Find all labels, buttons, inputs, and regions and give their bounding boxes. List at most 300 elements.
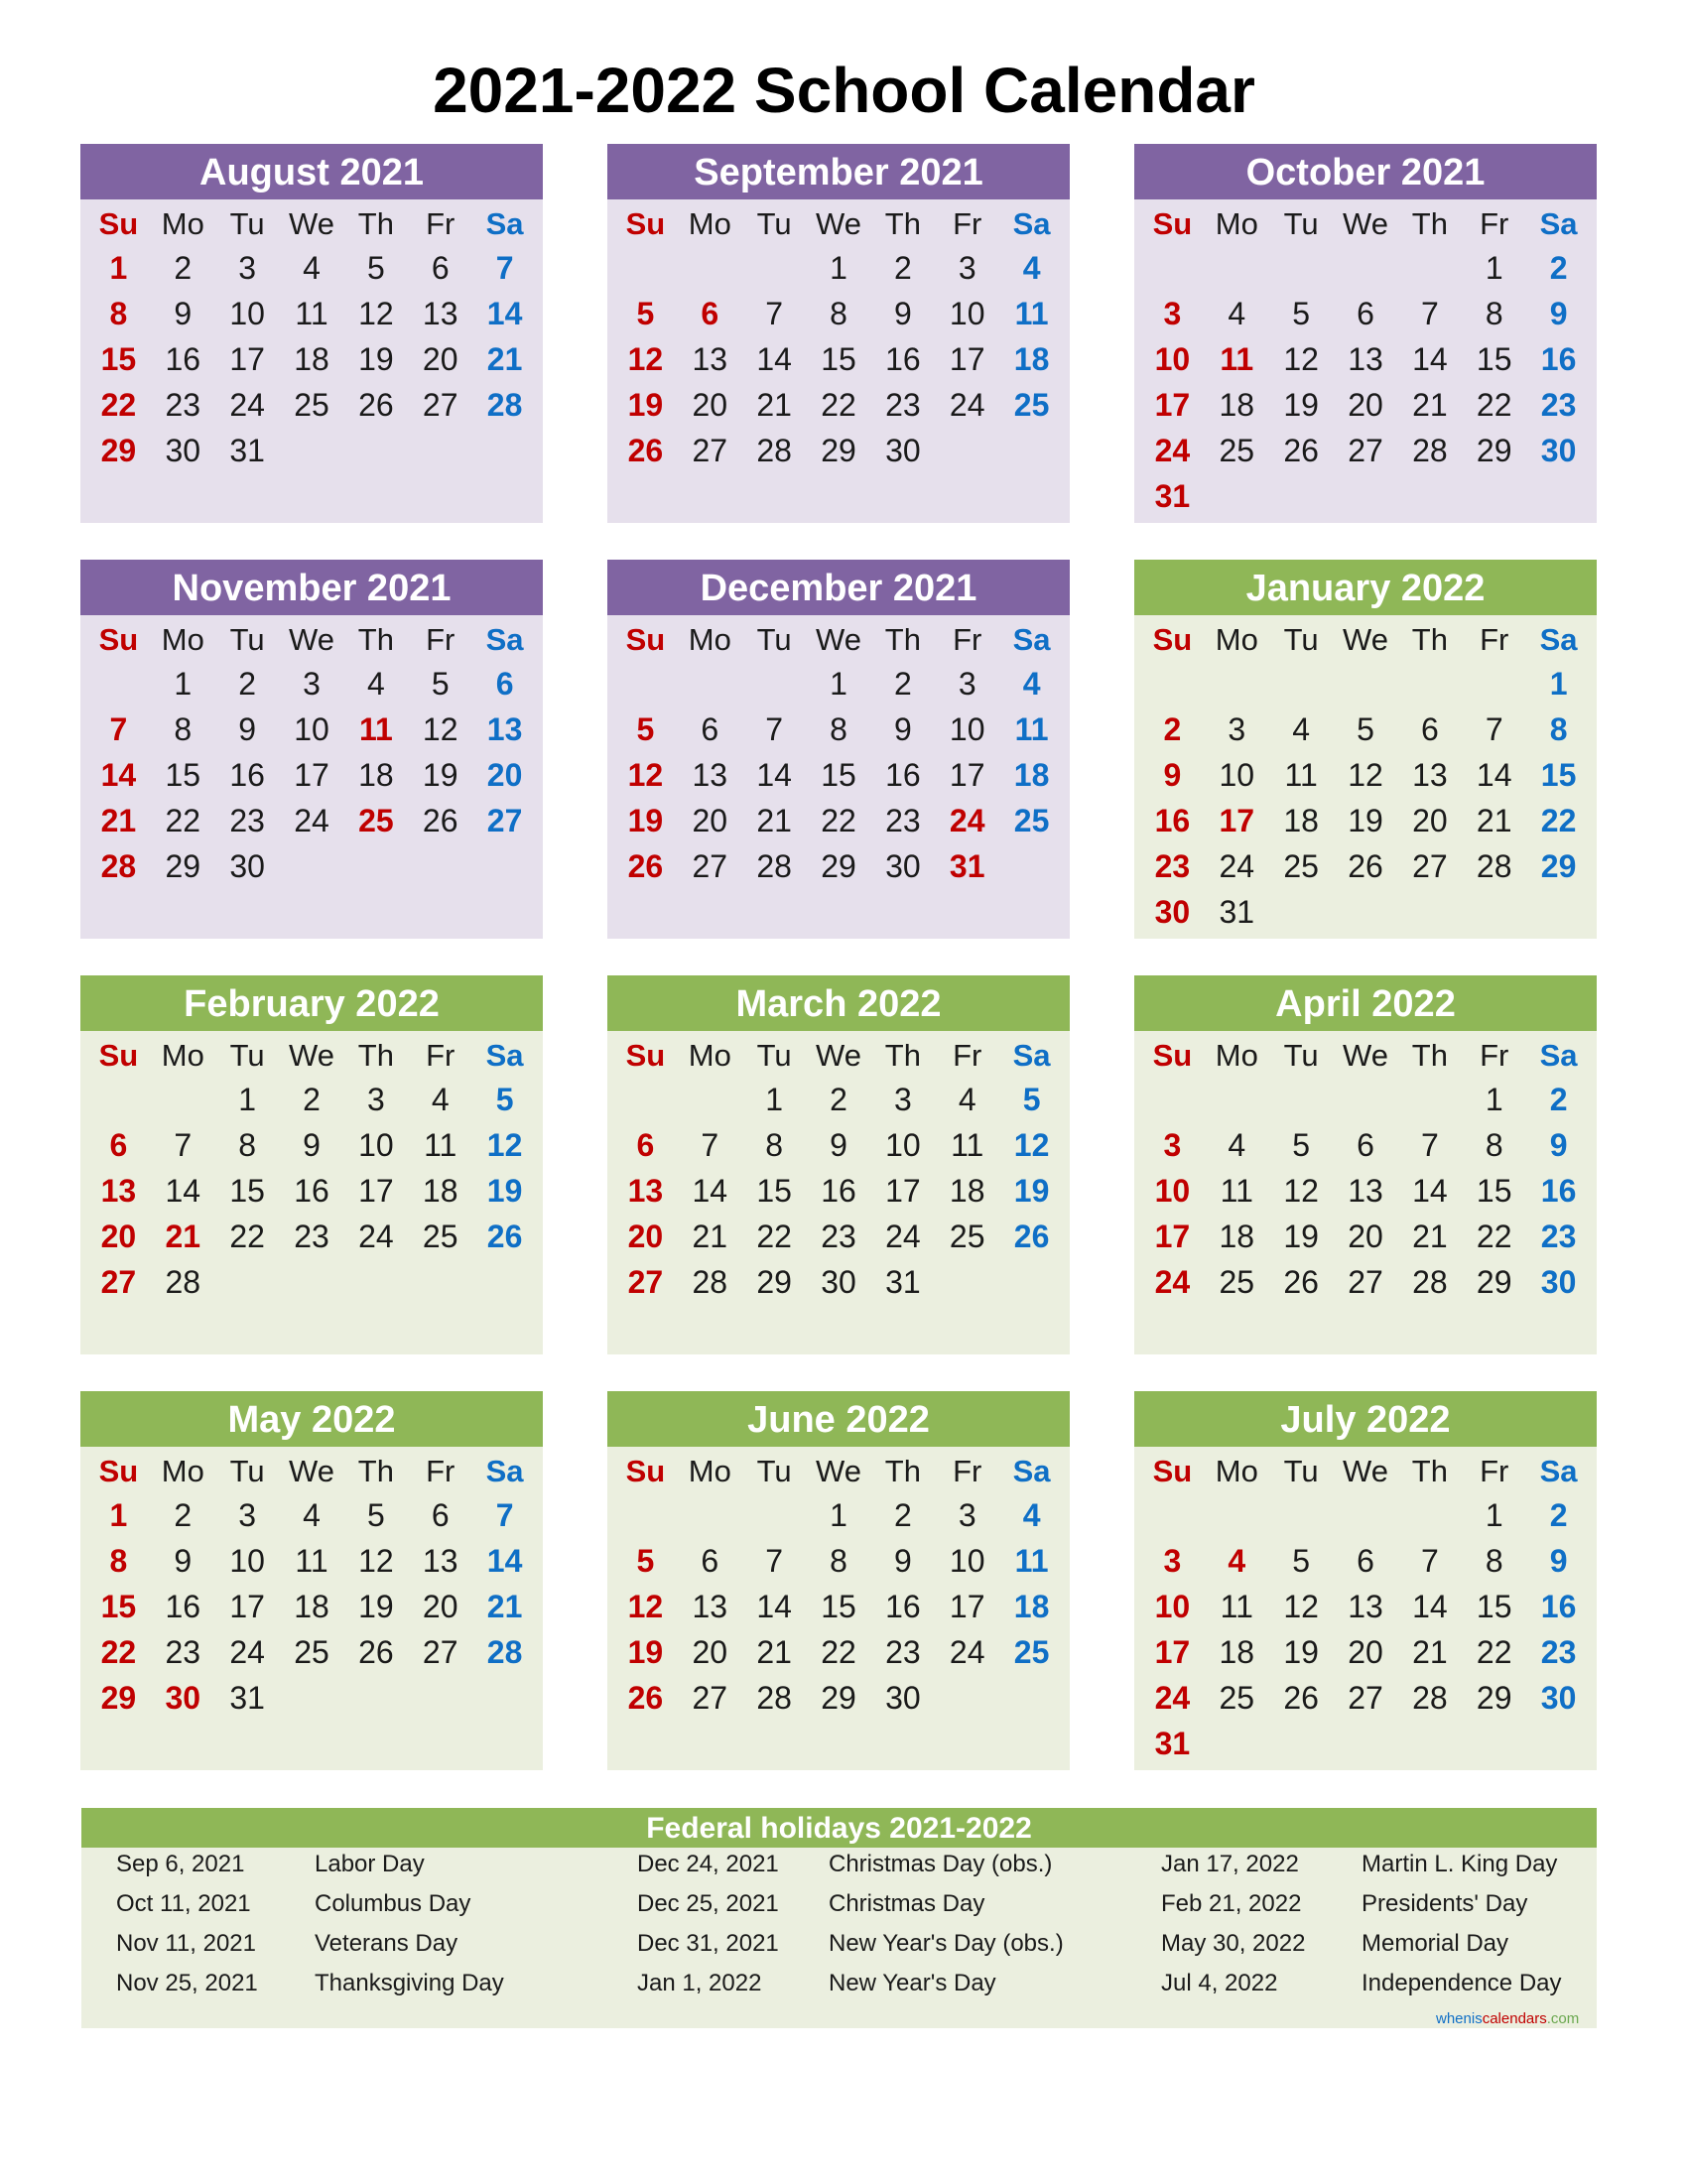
day-cell: 18 — [358, 757, 394, 793]
day-cell: 15 — [1540, 757, 1577, 793]
week-row — [1134, 428, 1597, 473]
day-cell: 29 — [1540, 848, 1577, 884]
weekday-label: Tu — [1283, 1038, 1319, 1073]
day-cell: 20 — [1412, 803, 1448, 838]
day-cell: 28 — [756, 1680, 792, 1716]
day-cell: 11 — [1284, 757, 1318, 793]
day-cell: 24 — [294, 803, 329, 838]
day-cell: 15 — [1476, 341, 1512, 377]
holiday-name: Martin L. King Day — [1362, 1851, 1558, 1877]
month-block — [1134, 144, 1597, 523]
holiday-date: Dec 25, 2021 — [637, 1890, 779, 1917]
empty-day-cell — [1205, 661, 1269, 707]
weekday-label: Mo — [688, 622, 731, 657]
day-cell: 10 — [229, 1543, 265, 1579]
day-cell: 26 — [486, 1219, 523, 1254]
day-cell: 10 — [1154, 1589, 1191, 1624]
day-cell: 18 — [1013, 757, 1050, 793]
weekday-label: Sa — [485, 206, 524, 241]
empty-day-cell — [1269, 889, 1334, 935]
day-cell: 20 — [1348, 1634, 1383, 1670]
week-row — [80, 1492, 543, 1538]
day-cell: 17 — [949, 341, 985, 377]
month-days — [607, 615, 1070, 939]
day-cell: 20 — [692, 387, 728, 423]
day-cell: 26 — [1348, 848, 1383, 884]
week-row — [607, 798, 1070, 843]
empty-day-cell — [1269, 1721, 1334, 1766]
weekday-label: Su — [98, 206, 139, 241]
day-cell: 20 — [1348, 387, 1383, 423]
week-row — [1134, 1629, 1597, 1675]
weekday-label: Fr — [1480, 622, 1509, 657]
day-cell: 29 — [100, 1680, 137, 1716]
week-row — [607, 1584, 1070, 1629]
day-cell: 12 — [1283, 1173, 1319, 1209]
weekday-label: Sa — [1539, 1038, 1578, 1073]
day-cell: 28 — [1412, 1264, 1448, 1300]
empty-day-cell — [1526, 473, 1591, 519]
day-cell: 12 — [1283, 1589, 1319, 1624]
weekday-header-row — [80, 1447, 543, 1492]
day-cell: 15 — [100, 1589, 137, 1624]
day-cell: 8 — [1485, 296, 1503, 331]
empty-day-cell — [1397, 1077, 1462, 1122]
week-row — [1134, 245, 1597, 291]
empty-day-cell — [343, 843, 408, 889]
month-block — [80, 975, 543, 1354]
week-row — [80, 336, 543, 382]
empty-day-cell — [1205, 1077, 1269, 1122]
day-cell: 3 — [1163, 1127, 1182, 1163]
empty-day-cell — [742, 245, 807, 291]
day-cell: 10 — [294, 711, 329, 747]
empty-day-cell — [999, 1259, 1064, 1305]
month-block — [607, 1391, 1070, 1770]
day-cell: 15 — [1476, 1589, 1512, 1624]
holiday-date: Sep 6, 2021 — [116, 1851, 245, 1877]
empty-day-cell — [280, 1259, 344, 1305]
weekday-label: Su — [1152, 622, 1193, 657]
holiday-date: Dec 31, 2021 — [637, 1930, 779, 1957]
day-cell: 25 — [1013, 1634, 1050, 1670]
day-cell: 23 — [885, 387, 921, 423]
day-cell: 2 — [1549, 1497, 1568, 1533]
day-cell: 2 — [893, 250, 912, 286]
weekday-label: Mo — [161, 622, 204, 657]
day-cell: 11 — [295, 296, 328, 331]
month-days — [1134, 615, 1597, 939]
empty-day-cell — [1269, 661, 1334, 707]
weekday-label: Mo — [688, 1038, 731, 1073]
weekday-label: Tu — [229, 1454, 265, 1488]
day-cell: 28 — [1476, 848, 1512, 884]
day-cell: 29 — [100, 433, 137, 468]
day-cell: 4 — [303, 250, 321, 286]
day-cell: 23 — [1540, 1219, 1577, 1254]
month-title: January 2022 — [1134, 560, 1597, 615]
day-cell: 26 — [1283, 433, 1319, 468]
weekday-label: We — [1343, 206, 1388, 241]
day-cell: 4 — [303, 1497, 321, 1533]
weekday-label: Su — [1152, 1038, 1193, 1073]
month-days — [1134, 199, 1597, 523]
empty-day-cell — [1397, 889, 1462, 935]
empty-day-cell — [1334, 1492, 1398, 1538]
month-title: July 2022 — [1134, 1391, 1597, 1447]
day-cell: 12 — [358, 1543, 394, 1579]
day-cell: 20 — [422, 341, 458, 377]
week-row — [80, 382, 543, 428]
day-cell: 6 — [636, 1127, 655, 1163]
footer-link-part: calendars — [1482, 2010, 1547, 2027]
day-cell: 6 — [495, 666, 514, 702]
day-cell: 17 — [294, 757, 329, 793]
holiday-name: Labor Day — [315, 1851, 425, 1877]
day-cell: 5 — [1292, 1127, 1311, 1163]
month-days — [607, 1447, 1070, 1770]
weekday-label: Th — [884, 622, 921, 657]
weekday-label: Fr — [953, 1038, 982, 1073]
day-cell: 17 — [1154, 1219, 1191, 1254]
weekday-label: Sa — [485, 1454, 524, 1488]
federal-holidays-title: Federal holidays 2021-2022 — [81, 1808, 1597, 1848]
day-cell: 9 — [1549, 1543, 1568, 1579]
day-cell: 15 — [821, 341, 856, 377]
day-cell: 5 — [495, 1082, 514, 1117]
week-row — [607, 1629, 1070, 1675]
day-cell: 23 — [1540, 1634, 1577, 1670]
day-cell: 11 — [358, 711, 393, 747]
day-cell: 17 — [229, 1589, 265, 1624]
day-cell: 5 — [1022, 1082, 1041, 1117]
day-cell: 13 — [1348, 341, 1383, 377]
week-row — [1134, 1584, 1597, 1629]
week-row — [80, 1584, 543, 1629]
weekday-label: Su — [1152, 206, 1193, 241]
day-cell: 26 — [358, 387, 394, 423]
day-cell: 3 — [238, 250, 257, 286]
empty-day-cell — [1462, 1721, 1526, 1766]
day-cell: 27 — [1348, 1680, 1383, 1716]
weekday-label: Tu — [756, 1038, 792, 1073]
weekday-label: Tu — [756, 1454, 792, 1488]
week-row — [80, 291, 543, 336]
day-cell: 25 — [1219, 1264, 1255, 1300]
day-cell: 25 — [949, 1219, 985, 1254]
day-cell: 28 — [692, 1264, 728, 1300]
weekday-label: Mo — [1215, 206, 1258, 241]
weekday-label: Tu — [1283, 622, 1319, 657]
day-cell: 2 — [1163, 711, 1182, 747]
day-cell: 8 — [830, 1543, 847, 1579]
footer-link[interactable] — [1436, 2010, 1579, 2028]
day-cell: 11 — [951, 1127, 984, 1163]
day-cell: 8 — [174, 711, 193, 747]
day-cell: 21 — [486, 1589, 523, 1624]
day-cell: 13 — [692, 1589, 728, 1624]
holiday-name: New Year's Day (obs.) — [829, 1930, 1064, 1957]
day-cell: 14 — [165, 1173, 201, 1209]
day-cell: 12 — [486, 1127, 523, 1163]
day-cell: 1 — [1485, 1497, 1503, 1533]
day-cell: 27 — [1412, 848, 1448, 884]
day-cell: 1 — [109, 1497, 128, 1533]
empty-day-cell — [613, 1077, 678, 1122]
day-cell: 13 — [692, 341, 728, 377]
empty-day-cell — [1526, 889, 1591, 935]
day-cell: 31 — [1154, 1726, 1191, 1761]
day-cell: 6 — [1357, 1127, 1374, 1163]
weekday-label: Fr — [953, 206, 982, 241]
week-row — [607, 1168, 1070, 1214]
day-cell: 22 — [821, 1634, 856, 1670]
week-row — [607, 428, 1070, 473]
holiday-name: Independence Day — [1362, 1970, 1562, 1996]
week-row — [1134, 889, 1597, 935]
day-cell: 18 — [294, 1589, 329, 1624]
weekday-label: Sa — [485, 1038, 524, 1073]
month-title: June 2022 — [607, 1391, 1070, 1447]
month-block — [607, 560, 1070, 939]
empty-day-cell — [999, 428, 1064, 473]
day-cell: 24 — [949, 803, 985, 838]
day-cell: 7 — [1420, 1543, 1439, 1579]
day-cell: 1 — [1485, 250, 1503, 286]
empty-day-cell — [472, 428, 537, 473]
day-cell: 10 — [885, 1127, 921, 1163]
day-cell: 29 — [165, 848, 201, 884]
day-cell: 19 — [627, 803, 664, 838]
day-cell: 13 — [100, 1173, 137, 1209]
day-cell: 5 — [636, 296, 655, 331]
empty-day-cell — [935, 1259, 999, 1305]
day-cell: 23 — [885, 803, 921, 838]
empty-day-cell — [935, 428, 999, 473]
day-cell: 10 — [949, 296, 985, 331]
day-cell: 25 — [1013, 387, 1050, 423]
day-cell: 31 — [885, 1264, 921, 1300]
day-cell: 27 — [1348, 433, 1383, 468]
day-cell: 12 — [422, 711, 458, 747]
day-cell: 31 — [229, 433, 265, 468]
month-block — [607, 975, 1070, 1354]
day-cell: 19 — [358, 341, 394, 377]
weekday-label: We — [1343, 622, 1388, 657]
empty-day-cell — [999, 1675, 1064, 1721]
holiday-date: Feb 21, 2022 — [1161, 1890, 1302, 1917]
day-cell: 14 — [756, 341, 792, 377]
weekday-label: Mo — [1215, 1038, 1258, 1073]
day-cell: 16 — [1540, 1589, 1577, 1624]
day-cell: 5 — [1357, 711, 1374, 747]
empty-day-cell — [408, 428, 472, 473]
week-row — [80, 1629, 543, 1675]
day-cell: 31 — [1154, 478, 1191, 514]
day-cell: 7 — [495, 1497, 514, 1533]
empty-day-cell — [343, 1259, 408, 1305]
day-cell: 22 — [1476, 1219, 1512, 1254]
day-cell: 22 — [1476, 387, 1512, 423]
weekday-label: Mo — [161, 1038, 204, 1073]
day-cell: 18 — [1013, 341, 1050, 377]
empty-day-cell — [472, 1259, 537, 1305]
week-row — [607, 336, 1070, 382]
empty-day-cell — [408, 1259, 472, 1305]
day-cell: 23 — [1540, 387, 1577, 423]
day-cell: 28 — [165, 1264, 201, 1300]
month-block — [80, 1391, 543, 1770]
weekday-label: Th — [884, 1038, 921, 1073]
day-cell: 14 — [1476, 757, 1512, 793]
weekday-label: Mo — [161, 206, 204, 241]
day-cell: 21 — [692, 1219, 728, 1254]
day-cell: 18 — [1013, 1589, 1050, 1624]
day-cell: 7 — [701, 1127, 719, 1163]
empty-day-cell — [343, 1675, 408, 1721]
day-cell: 4 — [1292, 711, 1311, 747]
day-cell: 9 — [174, 1543, 193, 1579]
empty-day-cell — [472, 1675, 537, 1721]
weekday-label: Fr — [1480, 206, 1509, 241]
weekday-label: We — [1343, 1454, 1388, 1488]
empty-day-cell — [280, 843, 344, 889]
day-cell: 20 — [1348, 1219, 1383, 1254]
weekday-label: Fr — [426, 622, 455, 657]
weekday-header-row — [1134, 1031, 1597, 1077]
day-cell: 31 — [229, 1680, 265, 1716]
day-cell: 24 — [229, 1634, 265, 1670]
week-row — [607, 707, 1070, 752]
empty-day-cell — [151, 1077, 215, 1122]
holiday-name: Presidents' Day — [1362, 1890, 1528, 1917]
day-cell: 8 — [1549, 711, 1568, 747]
empty-day-cell — [1397, 245, 1462, 291]
empty-day-cell — [1334, 245, 1398, 291]
day-cell: 27 — [1348, 1264, 1383, 1300]
day-cell: 9 — [1549, 296, 1568, 331]
empty-day-cell — [1462, 661, 1526, 707]
empty-day-cell — [1269, 473, 1334, 519]
week-row — [607, 1214, 1070, 1259]
day-cell: 3 — [1228, 711, 1246, 747]
week-row — [80, 1214, 543, 1259]
day-cell: 29 — [1476, 433, 1512, 468]
day-cell: 12 — [1348, 757, 1383, 793]
day-cell: 8 — [830, 711, 847, 747]
day-cell: 3 — [958, 1497, 976, 1533]
month-days — [80, 615, 543, 939]
day-cell: 1 — [830, 666, 847, 702]
week-row — [1134, 336, 1597, 382]
day-cell: 4 — [366, 666, 385, 702]
weekday-label: Sa — [1539, 206, 1578, 241]
weekday-label: We — [816, 1038, 861, 1073]
weekday-header-row — [1134, 615, 1597, 661]
week-row — [80, 843, 543, 889]
day-cell: 11 — [1014, 1543, 1049, 1579]
weekday-label: Tu — [229, 622, 265, 657]
day-cell: 2 — [303, 1082, 321, 1117]
day-cell: 25 — [1013, 803, 1050, 838]
week-row — [607, 843, 1070, 889]
weekday-label: We — [289, 622, 334, 657]
day-cell: 13 — [627, 1173, 664, 1209]
month-block — [1134, 560, 1597, 939]
day-cell: 28 — [486, 1634, 523, 1670]
week-row — [80, 752, 543, 798]
week-row — [1134, 843, 1597, 889]
week-row — [607, 1538, 1070, 1584]
day-cell: 17 — [1154, 1634, 1191, 1670]
week-row — [607, 245, 1070, 291]
week-row — [607, 1675, 1070, 1721]
weekday-label: Su — [625, 1038, 666, 1073]
day-cell: 7 — [765, 1543, 784, 1579]
day-cell: 21 — [1476, 803, 1512, 838]
weekday-label: Fr — [426, 1454, 455, 1488]
day-cell: 20 — [100, 1219, 137, 1254]
week-row — [1134, 661, 1597, 707]
day-cell: 17 — [1219, 803, 1255, 838]
day-cell: 5 — [431, 666, 450, 702]
day-cell: 30 — [165, 433, 201, 468]
day-cell: 15 — [100, 341, 137, 377]
week-row — [1134, 382, 1597, 428]
month-days — [1134, 1447, 1597, 1770]
month-days — [607, 199, 1070, 523]
day-cell: 30 — [1540, 433, 1577, 468]
day-cell: 2 — [893, 666, 912, 702]
weekday-label: Su — [625, 206, 666, 241]
empty-day-cell — [1269, 1492, 1334, 1538]
empty-day-cell — [1269, 245, 1334, 291]
day-cell: 10 — [949, 1543, 985, 1579]
day-cell: 24 — [1154, 1680, 1191, 1716]
day-cell: 21 — [756, 803, 792, 838]
day-cell: 11 — [1014, 296, 1049, 331]
day-cell: 9 — [303, 1127, 321, 1163]
empty-day-cell — [86, 1077, 151, 1122]
day-cell: 4 — [1228, 1543, 1246, 1579]
empty-day-cell — [343, 428, 408, 473]
day-cell: 27 — [422, 1634, 458, 1670]
day-cell: 28 — [756, 433, 792, 468]
week-row — [1134, 707, 1597, 752]
empty-day-cell — [1334, 661, 1398, 707]
day-cell: 29 — [1476, 1680, 1512, 1716]
weekday-label: Sa — [1539, 1454, 1578, 1488]
week-row — [1134, 1122, 1597, 1168]
holiday-date: Jan 1, 2022 — [637, 1970, 762, 1996]
weekday-label: We — [289, 1038, 334, 1073]
weekday-header-row — [80, 615, 543, 661]
day-cell: 2 — [174, 1497, 193, 1533]
page-title: 2021-2022 School Calendar — [433, 55, 1255, 126]
day-cell: 24 — [1219, 848, 1255, 884]
weekday-label: Th — [357, 1454, 394, 1488]
day-cell: 10 — [1219, 757, 1255, 793]
day-cell: 14 — [100, 757, 137, 793]
day-cell: 12 — [1283, 341, 1319, 377]
week-row — [80, 1675, 543, 1721]
day-cell: 10 — [1154, 1173, 1191, 1209]
month-block — [80, 144, 543, 523]
day-cell: 29 — [821, 1680, 856, 1716]
weekday-label: We — [816, 622, 861, 657]
day-cell: 10 — [949, 711, 985, 747]
holiday-name: Christmas Day — [829, 1890, 985, 1917]
